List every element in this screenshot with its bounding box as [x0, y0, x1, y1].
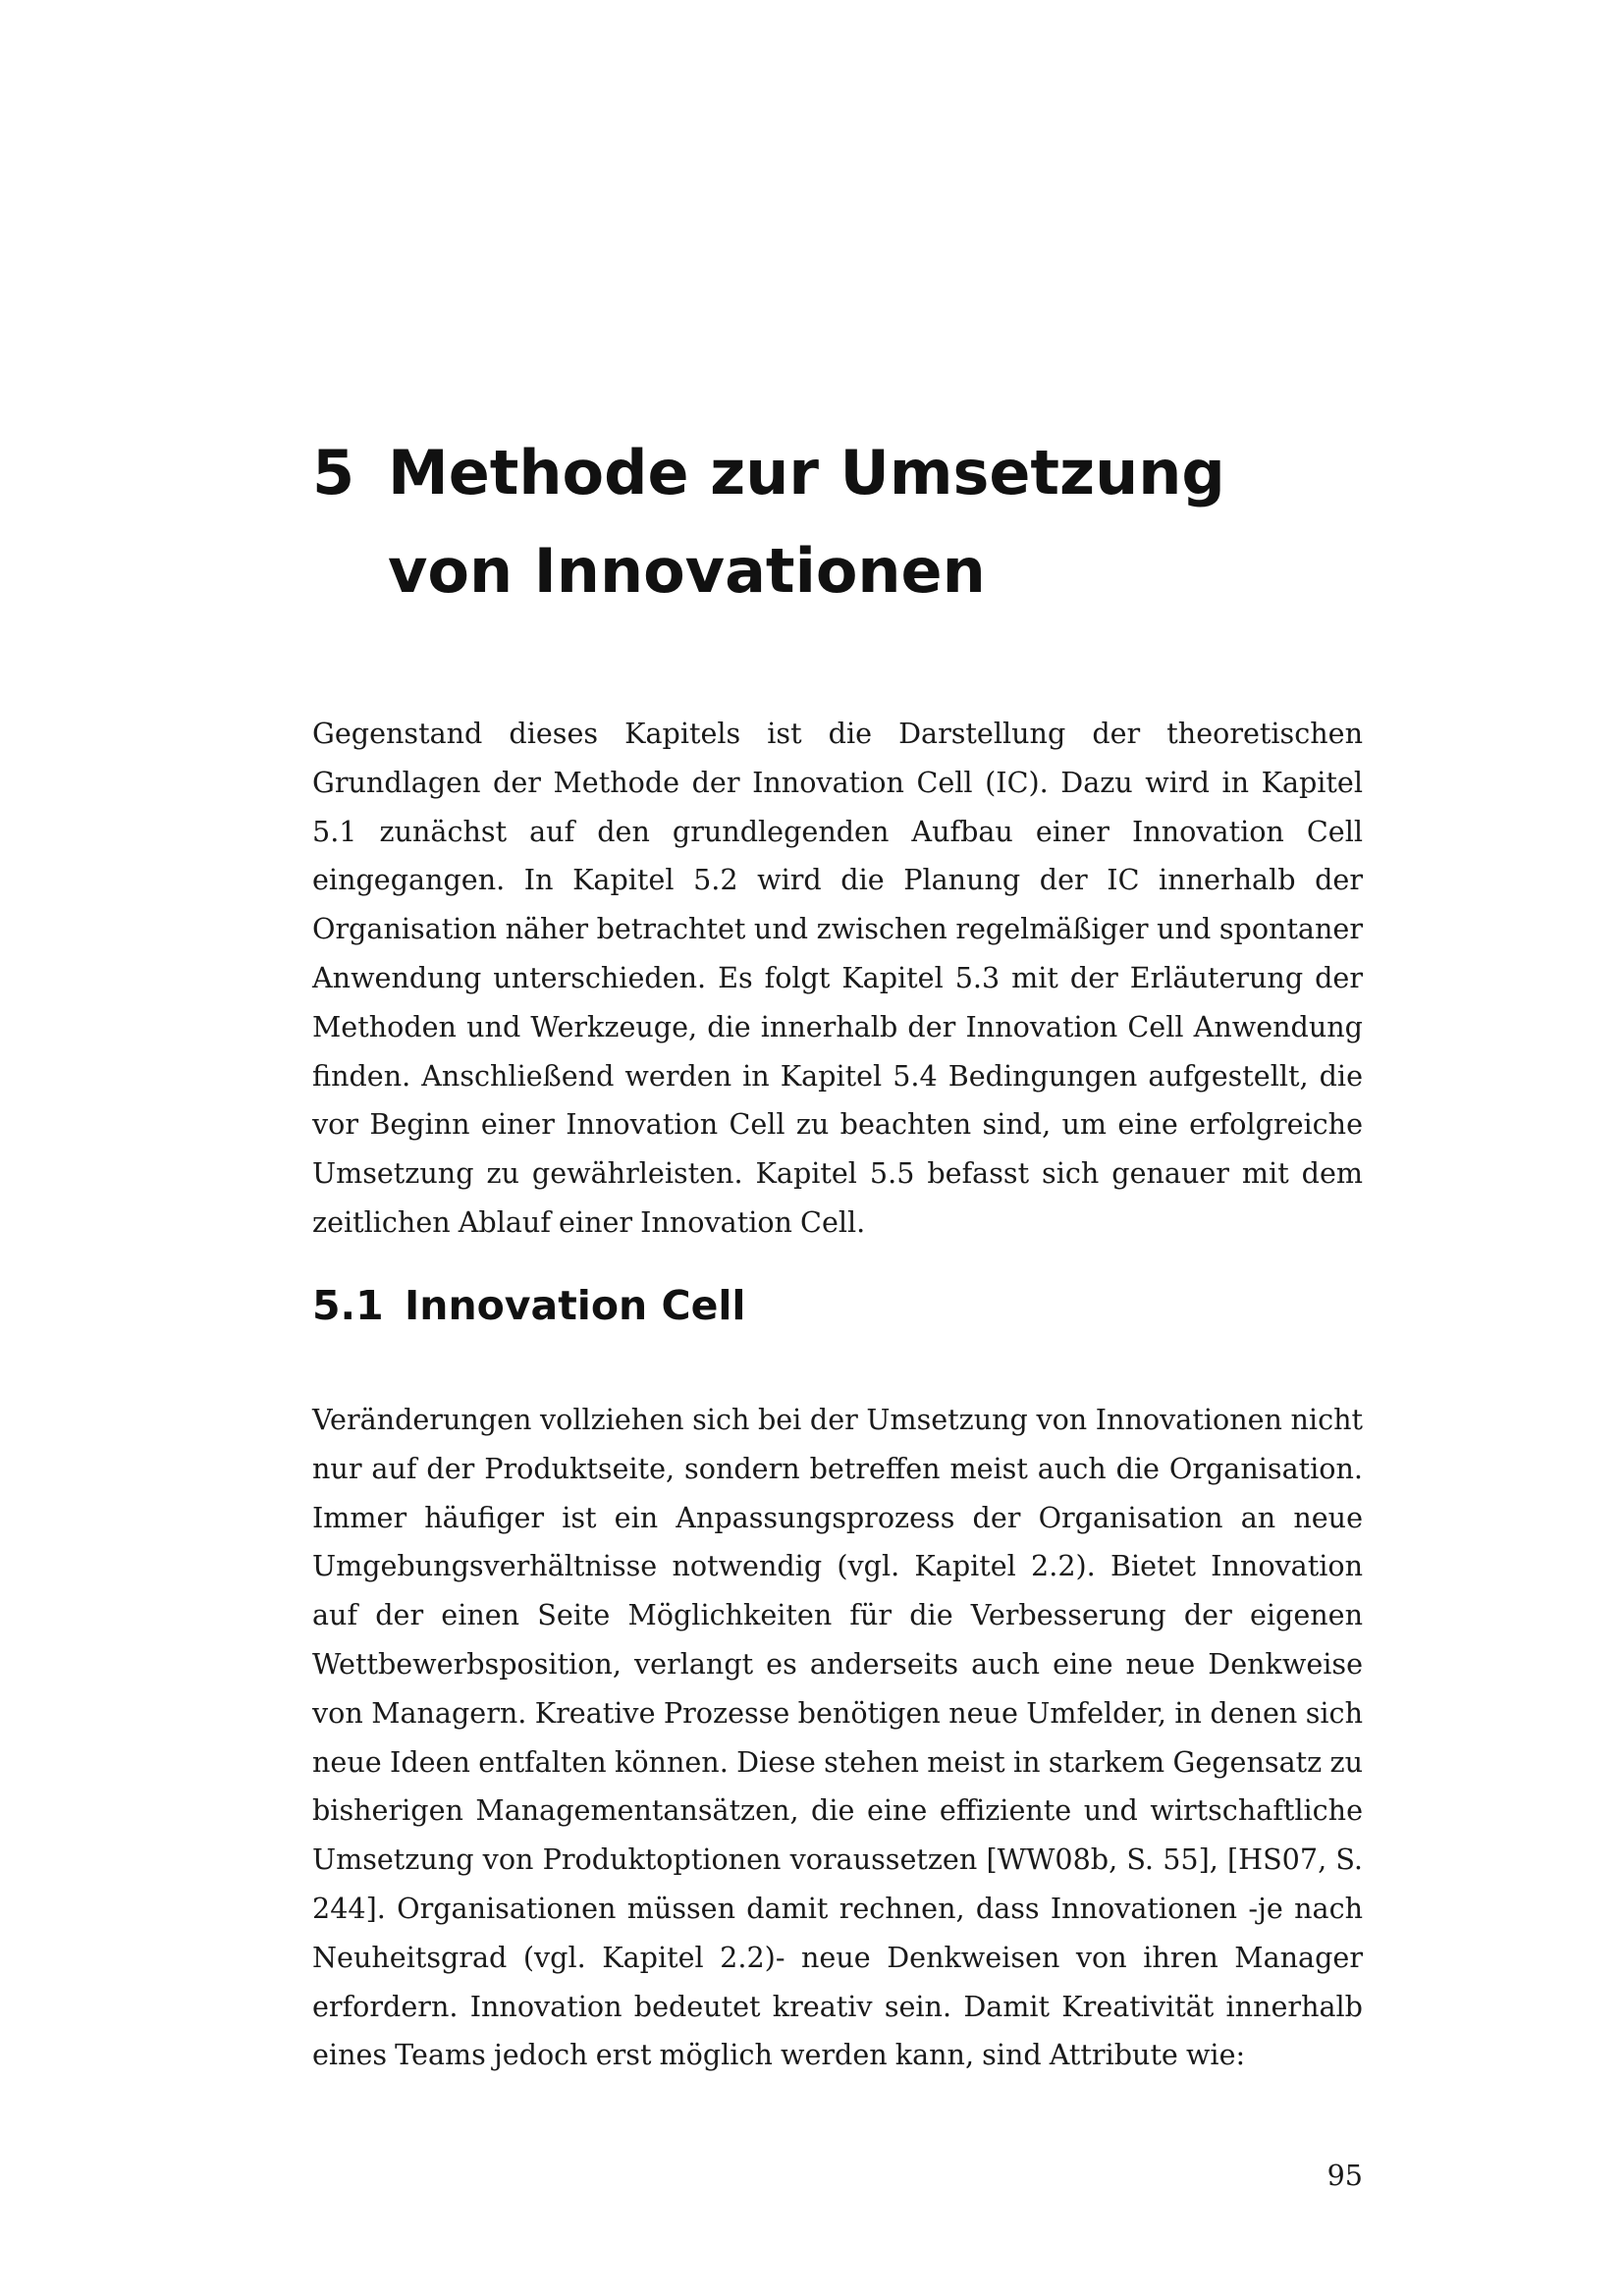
section-heading — [312, 1276, 745, 1335]
chapter-title: Methode zur Umsetzung von Innovationen — [388, 437, 1225, 607]
page-number: 95 — [1326, 2159, 1363, 2192]
section-number: 5.1 — [312, 1282, 384, 1329]
section-title: Innovation Cell — [405, 1282, 746, 1329]
chapter-heading — [312, 424, 1392, 620]
section-paragraph: Veränderungen vollziehen sich bei der Umsetzung von Innovationen nicht nur auf der Produktseite, sondern betreffen meist auch die Organisation. Immer häufiger ist ein Anpassungsprozess der Organisation an neue Umgebungsverhältnisse notwendig (vgl. Kapitel 2.2). Bietet Innovation auf der einen Seite Möglichkeiten für die Verbesserung der eigenen Wettbewerbsposition, verlangt es anderseits auch eine neue Denkweise von Managern. Kreative Prozesse benötigen neue Umfelder, in denen sich neue Ideen entfalten können. Diese stehen meist in starkem Gegensatz zu bisherigen Managementansätzen, die eine effiziente und wirtschaftliche Umsetzung von Produktoptionen voraussetzen [WW08b, S. 55], [HS07, S. 244]. Organisationen müssen damit rechnen, dass Innovationen -je nach Neuheitsgrad (vgl. Kapitel 2.2)- neue Denkweisen von ihren Manager erfordern. Innovation bedeutet kreativ sein. Damit Kreativität innerhalb eines Teams jedoch erst möglich werden kann, sind Attribute wie: — [312, 1403, 1363, 2072]
chapter-number: 5 — [312, 437, 355, 508]
intro-paragraph: Gegenstand dieses Kapitels ist die Darstellung der theoretischen Grundlagen der Methode der Innovation Cell (IC). Dazu wird in Kapitel 5.1 zunächst auf den grundlegenden Aufbau einer Innovation Cell eingegangen. In Kapitel 5.2 wird die Planung der IC innerhalb der Organisation näher betrachtet und zwischen regelmäßiger und spontaner Anwendung unterschieden. Es folgt Kapitel 5.3 mit der Erläuterung der Methoden und Werkzeuge, die innerhalb der Innovation Cell Anwendung finden. Anschließend werden in Kapitel 5.4 Bedingungen aufgestellt, die vor Beginn einer Innovation Cell zu beachten sind, um eine erfolgreiche Umsetzung zu gewährleisten. Kapitel 5.5 befasst sich genauer mit dem zeitlichen Ablauf einer Innovation Cell. — [312, 717, 1363, 1239]
